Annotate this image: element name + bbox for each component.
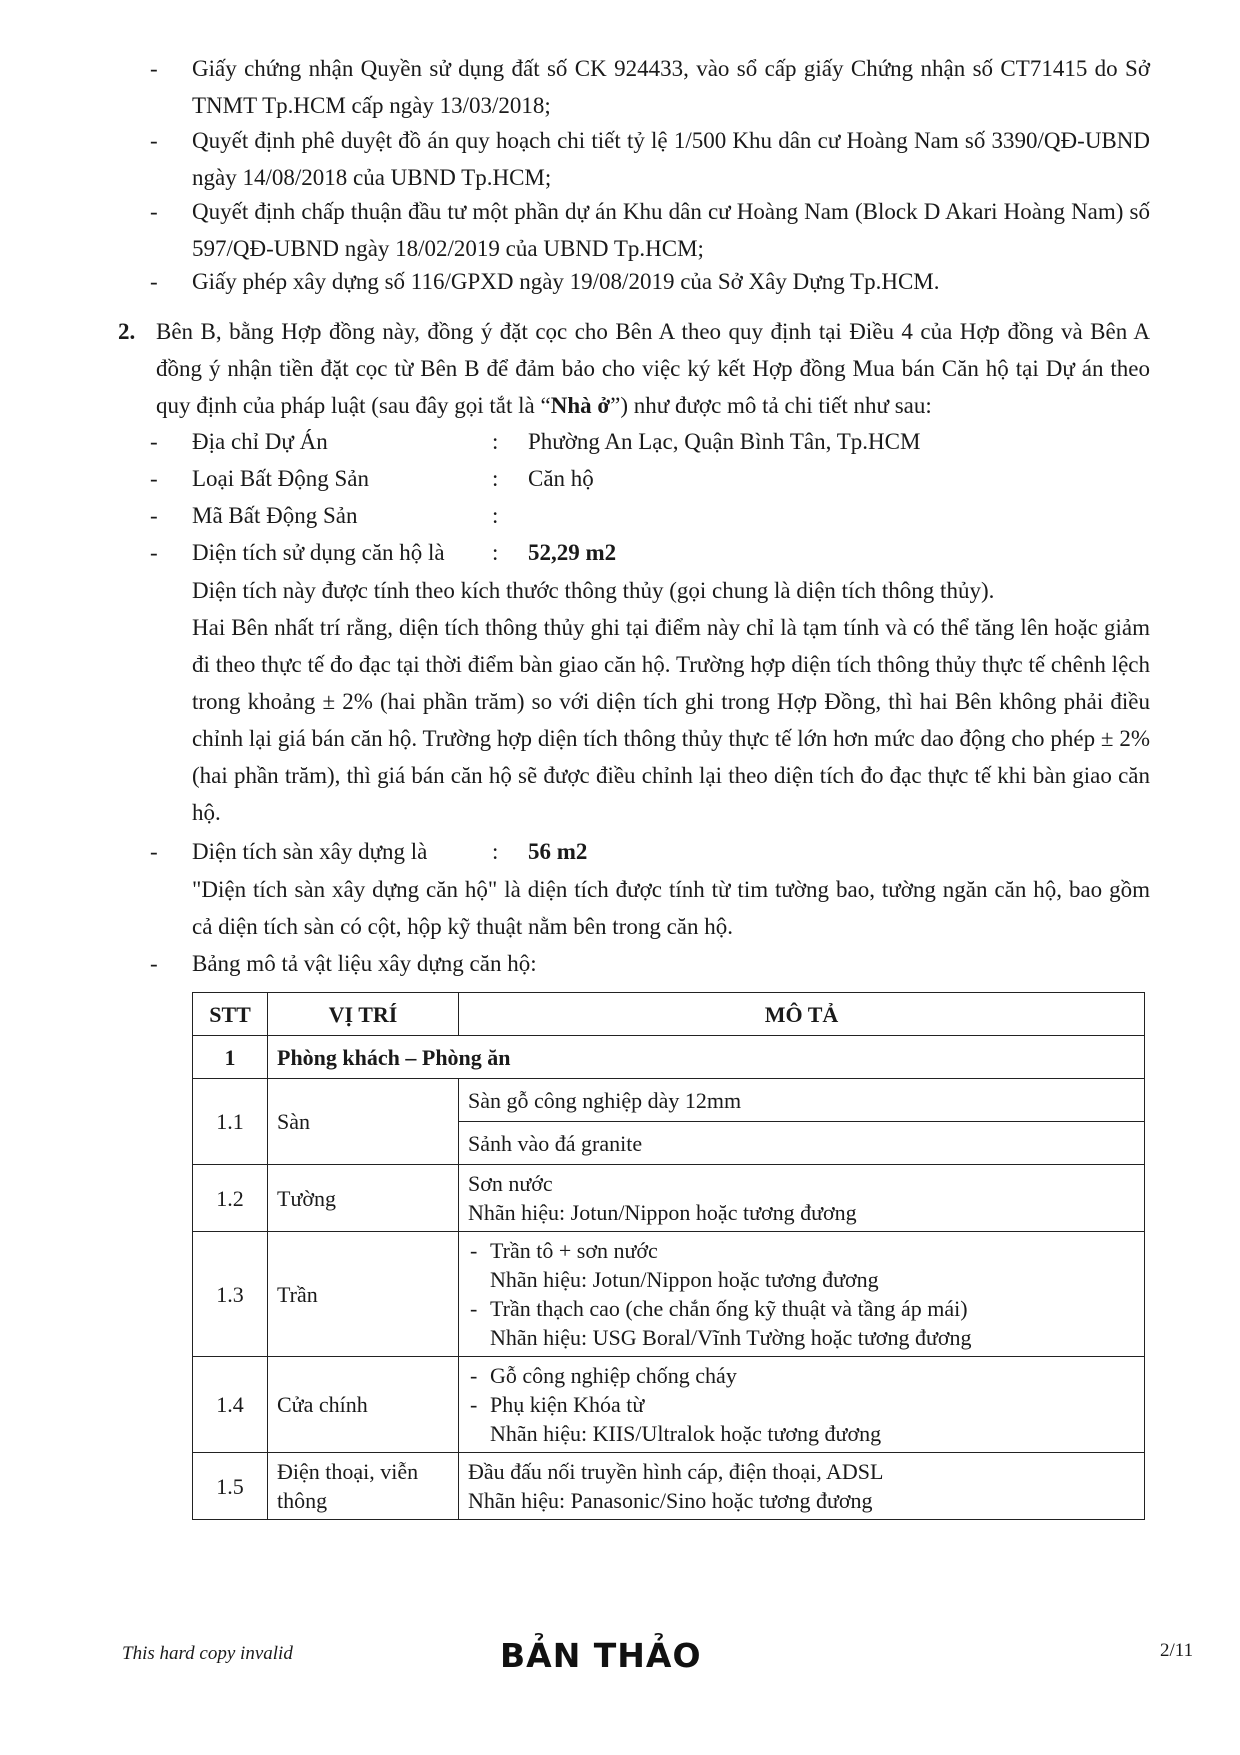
intro-bullet-3: - Quyết định chấp thuận đầu tư một phần dự án Khu dân cư Hoàng Nam (Block D Akari Hoàng Nam) số 597/QĐ-UBND ngày 18/02/2019 của UBND Tp.HCM;	[150, 199, 1150, 261]
usable-area-value: 52,29 m2	[528, 540, 617, 565]
section-2	[118, 313, 1150, 424]
detail-usable-area: - Diện tích sử dụng căn hộ là : 52,29 m2	[150, 534, 1150, 571]
detail-property-code: - Mã Bất Động Sản :	[150, 503, 499, 528]
table-row: 1.2 Tường Sơn nước Nhãn hiệu: Jotun/Nippon hoặc tương đương	[193, 1165, 1145, 1232]
intro-bullet-2: - Quyết định phê duyệt đồ án quy hoạch chi tiết tỷ lệ 1/500 Khu dân cư Hoàng Nam số 3390/QĐ-UBND ngày 14/08/2018 của UBND Tp.HCM;	[150, 128, 1150, 190]
section-number: 2.	[118, 319, 136, 344]
table-row: 1.5 Điện thoại, viễn thông Đầu đấu nối truyền hình cáp, điện thoại, ADSL Nhãn hiệu: Panasonic/Sino hoặc tương đương	[193, 1453, 1145, 1520]
header-description: MÔ TẢ	[459, 993, 1145, 1036]
table-row: 1.4 Cửa chính - Gỗ công nghiệp chống cháy - Phụ kiện Khóa từ Nhãn hiệu: KIIS/Ultralok hoặc tương đương	[193, 1357, 1145, 1453]
materials-table	[192, 992, 1145, 1520]
detail-property-type: - Loại Bất Động Sản : Căn hộ	[150, 466, 594, 491]
table-intro: - Bảng mô tả vật liệu xây dựng căn hộ:	[150, 951, 537, 976]
detail-floor-area: - Diện tích sàn xây dựng là : 56 m2	[150, 833, 1150, 870]
table-row: 1.1 Sàn Sàn gỗ công nghiệp dày 12mm	[193, 1079, 1145, 1122]
term-nha-o: Nhà ở	[550, 393, 611, 418]
group-title: Phòng khách – Phòng ăn	[268, 1036, 1145, 1079]
section-2-text: Bên B, bằng Hợp đồng này, đồng ý đặt cọc cho Bên A theo quy định tại Điều 4 của Hợp đồng và Bên A đồng ý nhận tiền đặt cọc từ Bên B để đảm bảo cho việc ký kết Hợp đồng Mua bán Căn hộ tại Dự án theo quy định của pháp luật (sau đây gọi tắt là “Nhà ở”) như được mô tả chi tiết như sau:	[156, 319, 1150, 418]
usable-area-note: Diện tích này được tính theo kích thước thông thủy (gọi chung là diện tích thông thủy).	[192, 578, 995, 603]
floor-area-value: 56 m2	[528, 839, 588, 864]
header-position: VỊ TRÍ	[268, 993, 459, 1036]
table-row: Sảnh vào đá granite	[193, 1122, 1145, 1165]
header-stt: STT	[193, 993, 268, 1036]
detail-project-address: - Địa chỉ Dự Án : Phường An Lạc, Quận Bình Tân, Tp.HCM	[150, 429, 921, 454]
intro-bullet-1: - Giấy chứng nhận Quyền sử dụng đất số CK 924433, vào sổ cấp giấy Chứng nhận số CT71415 do Sở TNMT Tp.HCM cấp ngày 13/03/2018;	[150, 56, 1150, 118]
draft-stamp: BẢN THẢO	[500, 1636, 702, 1675]
usable-area-paragraph: Hai Bên nhất trí rằng, diện tích thông thủy ghi tại điểm này chỉ là tạm tính và có thể tăng lên hoặc giảm đi theo thực tế đo đạc tại thời điểm bàn giao căn hộ. Trường hợp diện tích thông thủy thực tế chênh lệch trong khoảng ± 2% (hai phần trăm) so với diện tích ghi trong Hợp Đồng, thì hai Bên không phải điều chỉnh lại giá bán căn hộ. Trường hợp diện tích thông thủy thực tế lớn hơn mức dao động cho phép ± 2% (hai phần trăm), thì giá bán căn hộ sẽ được điều chỉnh lại theo diện tích đo đạc thực tế khi bàn giao căn hộ.	[192, 615, 1150, 825]
footer-disclaimer: This hard copy invalid	[122, 1643, 293, 1664]
table-row: 1.3 Trần - Trần tô + sơn nước Nhãn hiệu: Jotun/Nippon hoặc tương đương - Trần thạch cao (che chắn ống kỹ thuật và tầng áp mái) Nhãn hiệu: USG Boral/Vĩnh Tường hoặc tương đương	[193, 1232, 1145, 1357]
page-number: 2/11	[1160, 1640, 1194, 1661]
intro-bullet-4: - Giấy phép xây dựng số 116/GPXD ngày 19/08/2019 của Sở Xây Dựng Tp.HCM.	[150, 269, 940, 294]
table-group-row: 1 Phòng khách – Phòng ăn	[193, 1036, 1145, 1079]
table-header-row	[193, 993, 1145, 1036]
floor-area-note: "Diện tích sàn xây dựng căn hộ" là diện tích được tính từ tim tường bao, tường ngăn căn hộ, bao gồm cả diện tích sàn có cột, hộp kỹ thuật nằm bên trong căn hộ.	[192, 877, 1150, 939]
